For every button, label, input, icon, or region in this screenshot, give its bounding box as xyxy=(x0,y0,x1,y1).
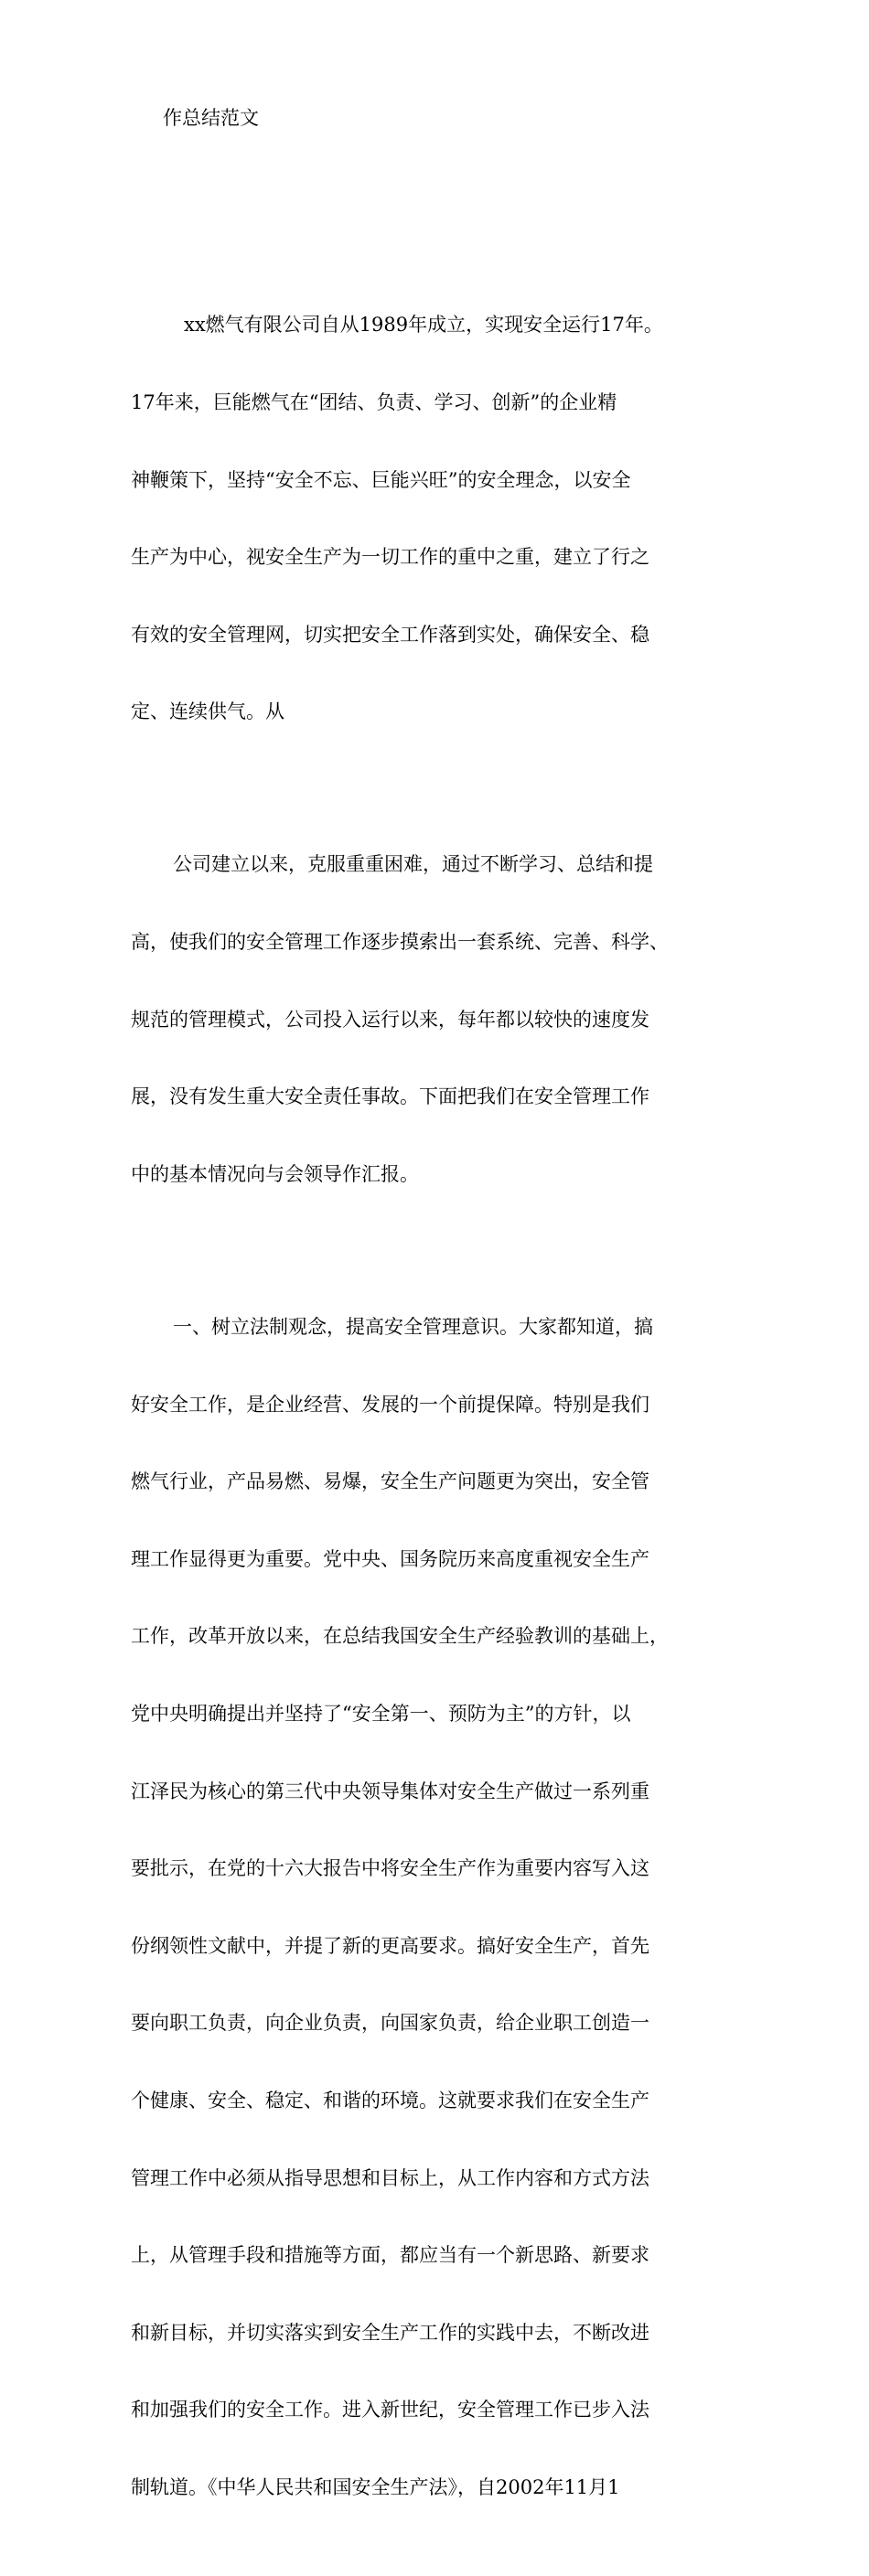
text-line: 燃气行业，产品易燃、易爆，安全生产问题更为突出，安全管 xyxy=(131,1470,649,1493)
text-line: 党中央明确提出并坚持了“安全第一、预防为主”的方针，以 xyxy=(131,1702,631,1725)
text-line: 公司建立以来，克服重重困难，通过不断学习、总结和提 xyxy=(173,853,653,876)
text-line: 管理工作中必须从指导思想和目标上，从工作内容和方式方法 xyxy=(131,2166,649,2189)
text-line: 规范的管理模式，公司投入运行以来，每年都以较快的速度发 xyxy=(131,1008,649,1031)
text-line: 定、连续供气。从 xyxy=(131,700,284,723)
text-line: 中的基本情况向与会领导作汇报。 xyxy=(131,1162,419,1185)
text-line: 江泽民为核心的第三代中央领导集体对安全生产做过一系列重 xyxy=(131,1780,649,1802)
text-line: 生产为中心，视安全生产为一切工作的重中之重，建立了行之 xyxy=(131,546,649,569)
paragraph-section-one xyxy=(131,1263,762,2552)
text-line: 个健康、安全、稳定、和谐的环境。这就要求我们在安全生产 xyxy=(131,2090,649,2112)
text-line: xx燃气有限公司自从1989年成立，实现安全运行17年。 xyxy=(184,314,663,337)
text-line: 高，使我们的安全管理工作逐步摸索出一套系统、完善、科学、 xyxy=(131,931,669,954)
text-line: 一、树立法制观念，提高安全管理意识。大家都知道，搞 xyxy=(173,1315,653,1338)
document-body xyxy=(131,261,762,2576)
text-line: 制轨道。《中华人民共和国安全生产法》，自2002年11月1 xyxy=(131,2476,620,2499)
text-line: 和新目标，并切实落实到安全生产工作的实践中去，不断改进 xyxy=(131,2321,649,2344)
text-line: 工作，改革开放以来，在总结我国安全生产经验教训的基础上， xyxy=(131,1625,669,1648)
text-line: 好安全工作，是企业经营、发展的一个前提保障。特别是我们 xyxy=(131,1393,649,1416)
text-line: 理工作显得更为重要。党中央、国务院历来高度重视安全生产 xyxy=(131,1547,649,1570)
paragraph-intro xyxy=(131,261,762,776)
text-line: 有效的安全管理网，切实把安全工作落到实处，确保安全、稳 xyxy=(131,623,649,646)
text-line: 神鞭策下，坚持“安全不忘、巨能兴旺”的安全理念，以安全 xyxy=(131,468,631,491)
text-line: 和加强我们的安全工作。进入新世纪，安全管理工作已步入法 xyxy=(131,2399,649,2421)
document-title: 作总结范文 xyxy=(163,107,259,129)
text-line: 要批示，在党的十六大报告中将安全生产作为重要内容写入这 xyxy=(131,1857,649,1880)
text-line: 份纲领性文献中，并提了新的更高要求。搞好安全生产，首先 xyxy=(131,1934,649,1957)
text-line: 展，没有发生重大安全责任事故。下面把我们在安全管理工作 xyxy=(131,1085,649,1108)
paragraph-overview xyxy=(131,800,762,1238)
text-line: 要向职工负责，向企业负责，向国家负责，给企业职工创造一 xyxy=(131,2012,649,2035)
text-line: 17年来，巨能燃气在“团结、负责、学习、创新”的企业精 xyxy=(131,391,617,414)
text-line: 上，从管理手段和措施等方面，都应当有一个新思路、新要求 xyxy=(131,2244,649,2267)
